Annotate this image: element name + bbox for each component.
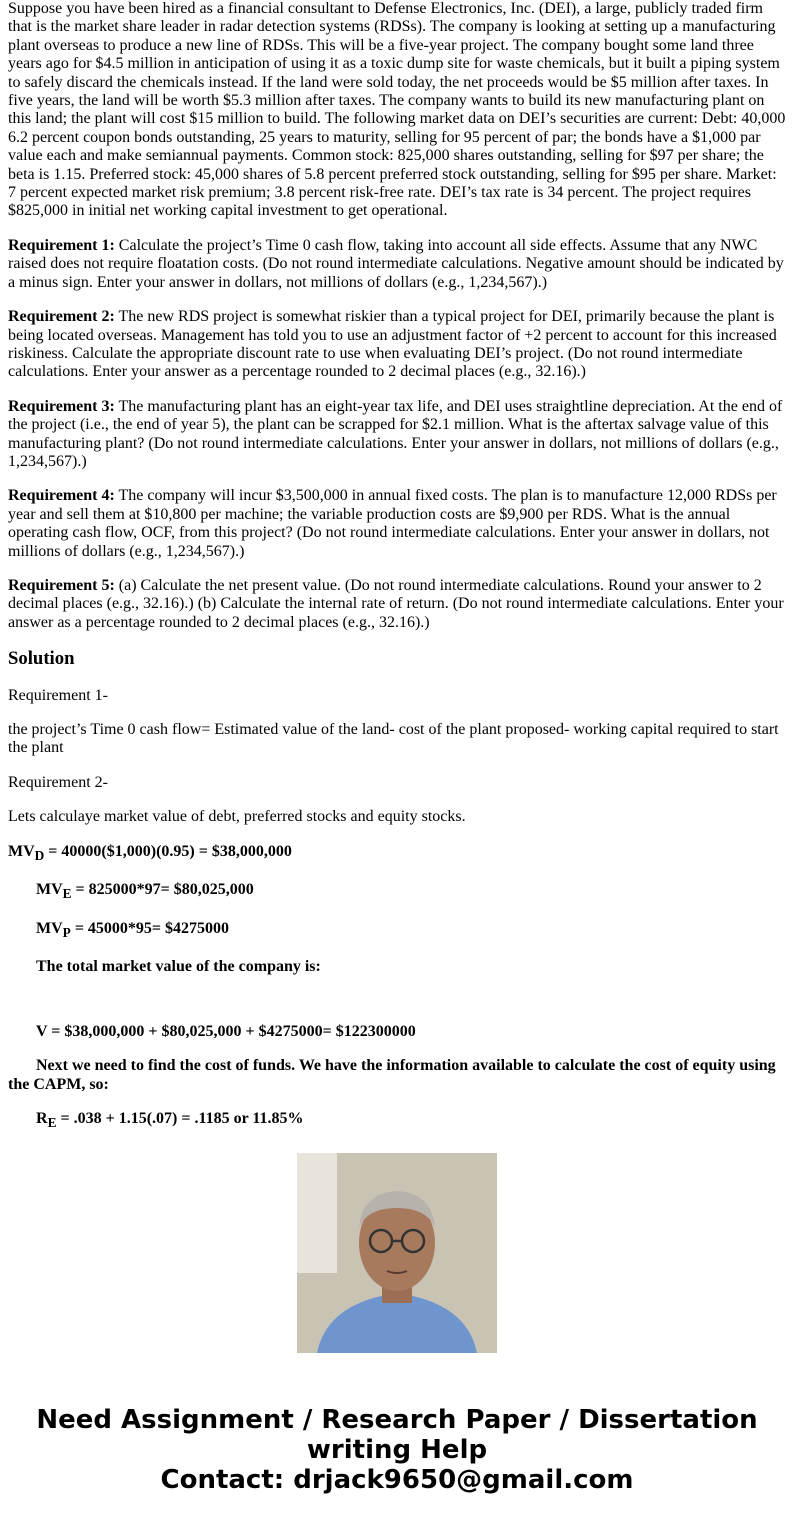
mv-value: = 45000*95= $4275000: [70, 919, 230, 937]
re-value: = .038 + 1.15(.07) = .1185 or 11.85%: [56, 1110, 304, 1128]
cost-of-equity: [8, 1110, 786, 1133]
avatar-container: [0, 1153, 794, 1353]
req2-text: Lets calculaye market value of debt, preferred stocks and equity stocks.: [8, 808, 466, 826]
req2-title: Requirement 2-: [8, 773, 108, 791]
re-label: R: [36, 1110, 48, 1128]
requirement-text: Calculate the project’s Time 0 cash flow, taking into account all side effects. Assume that any NWC raised does not require floatation costs. (Do not round intermediate calculations. Negative amount should be indicated by a minus sign. Enter your answer in dollars, not millions of dollars (e.g., 1,234,567).): [8, 236, 784, 291]
spacer: [8, 993, 786, 1023]
req1-text: the project’s Time 0 cash flow= Estimated value of the land- cost of the plant proposed- working capital required to start the plant: [8, 721, 779, 757]
mv-label: MV: [36, 881, 63, 899]
requirement-5: [8, 577, 786, 632]
re-sub: E: [47, 1115, 57, 1131]
mv-preferred: [8, 920, 786, 943]
requirement-1: [8, 237, 786, 292]
requirement-label: Requirement 1:: [8, 236, 115, 254]
requirement-text: The new RDS project is somewhat riskier than a typical project for DEI, primarily because the plant is being located overseas. Management has told you to use an adjustment factor of +2 percent to account for this increased riskiness. Calculate the appropriate discount rate to use when evaluating DEI’s project. (Do not round intermediate calculations. Enter your answer as a percentage rounded to 2 decimal places (e.g., 32.16).): [8, 308, 777, 381]
requirement-label: Requirement 2:: [8, 308, 115, 326]
mv-debt: [8, 843, 786, 866]
mv-equity: [8, 881, 786, 904]
requirement-label: Requirement 4:: [8, 487, 115, 505]
requirement-label: Requirement 5:: [8, 576, 115, 594]
mv-label: MV: [8, 842, 35, 860]
requirement-label: Requirement 3:: [8, 397, 115, 415]
mv-value: = 825000*97= $80,025,000: [71, 881, 254, 899]
solution-heading: Solution: [8, 648, 75, 670]
footer-line-1: Need Assignment / Research Paper / Dissertation writing Help: [36, 1405, 758, 1465]
mv-sub: P: [62, 925, 71, 940]
total-label: The total market value of the company is:: [36, 958, 321, 976]
mv-sub: D: [34, 847, 45, 863]
footer-contact: Contact: drjack9650@gmail.com: [160, 1465, 634, 1495]
total-value-equation: V = $38,000,000 + $80,025,000 + $4275000= $122300000: [36, 1022, 416, 1040]
person-photo-icon: [297, 1153, 497, 1353]
problem-intro: Suppose you have been hired as a financial consultant to Defense Electronics, Inc. (DEI), a large, publicly traded firm that is the market share leader in radar detection systems (RDSs). The company is looking at setting up a manufacturing plant overseas to produce a new line of RDSs. This will be a five-year project. The company bought some land three years ago for $4.5 million in anticipation of using it as a toxic dump site for waste chemicals, but it built a piping system to safely discard the chemicals instead. If the land were sold today, the net proceeds would be $5 million after taxes. In five years, the land will be worth $5.3 million after taxes. The company wants to build its new manufacturing plant on this land; the plant will cost $15 million to build. The following market data on DEI’s securities are current: Debt: 40,000 6.2 percent coupon bonds outstanding, 25 years to maturity, selling for 95 percent of par; the bonds have a $1,000 par value each and make semiannual payments. Common stock: 825,000 shares outstanding, selling for $97 per share; the beta is 1.15. Preferred stock: 45,000 shares of 5.8 percent preferred stock outstanding, selling for $95 per share. Market: 7 percent expected market risk premium; 3.8 percent risk-free rate. DEI’s tax rate is 34 percent. The project requires $825,000 in initial net working capital investment to get operational.: [8, 0, 786, 220]
avatar: [297, 1153, 497, 1353]
footer-ad: [0, 1405, 794, 1495]
cost-of-funds-sentence: Next we need to find the cost of funds. We have the information available to calculate the cost of equity using the CAPM, so:: [8, 1057, 776, 1093]
mv-value: = 40000($1,000)(0.95) = $38,000,000: [44, 842, 292, 860]
req1-title: Requirement 1-: [8, 686, 108, 704]
requirement-2: [8, 308, 786, 382]
requirement-3: [8, 398, 786, 472]
cost-of-funds-text: [8, 1057, 786, 1094]
requirement-text: The manufacturing plant has an eight-year tax life, and DEI uses straightline depreciation. At the end of the project (i.e., the end of year 5), the plant can be scrapped for $2.1 million. What is the aftertax salvage value of this manufacturing plant? (Do not round intermediate calculations. Enter your answer in dollars, not millions of dollars (e.g., 1,234,567).): [8, 397, 783, 470]
mv-label: MV: [36, 919, 63, 937]
requirement-text: (a) Calculate the net present value. (Do not round intermediate calculations. Round your answer to 2 decimal places (e.g., 32.16).) (b) Calculate the internal rate of return. (Do not round intermediate calculations. Enter your answer as a percentage rounded to 2 decimal places (e.g., 32.16).): [8, 576, 784, 631]
requirement-text: The company will incur $3,500,000 in annual fixed costs. The plan is to manufacture 12,000 RDSs per year and sell them at $10,800 per machine; the variable production costs are $9,900 per RDS. What is the annual operating cash flow, OCF, from this project? (Do not round intermediate calculations. Enter your answer in dollars, not millions of dollars (e.g., 1,234,567).): [8, 487, 777, 560]
mv-sub: E: [62, 886, 72, 902]
requirement-4: [8, 487, 786, 561]
